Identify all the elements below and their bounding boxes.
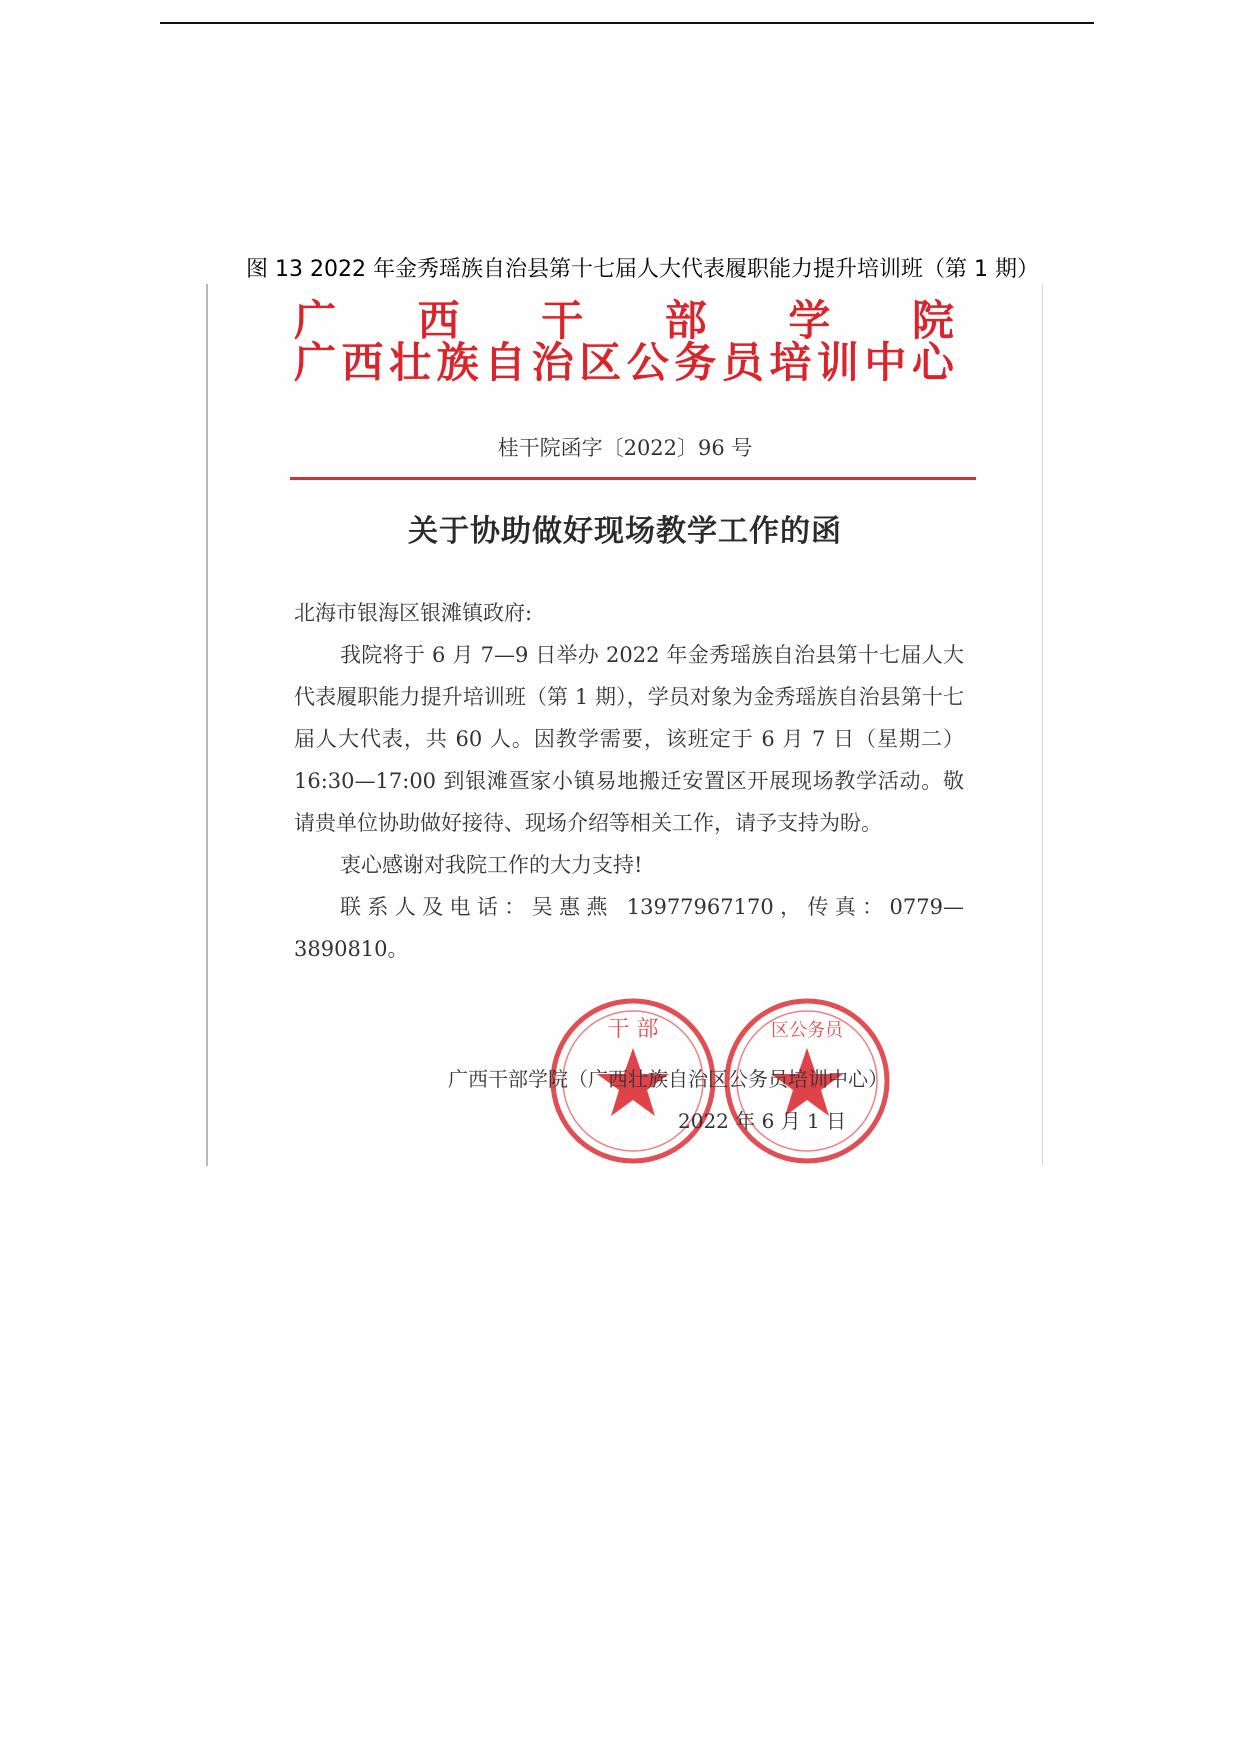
letterhead-char: 族 — [436, 338, 479, 387]
scanned-letter — [206, 284, 1043, 1166]
letterhead-line-2 — [294, 340, 954, 386]
letterhead-char: 广 — [294, 296, 337, 345]
body-paragraph: 我院将于 6 月 7—9 日举办 2022 年金秀瑶族自治县第十七届人大代表履职能力提升培训班（第 1 期），学员对象为金秀瑶族自治县第十七届人大代表，共 60 人。因教学需要，该班定于 6 月 7 日（星期二）16:30—17:00 到银滩疍家小镇易地搬迁安置区开展现场教学活动。敬请贵单位协助做好接待、现场介绍等相关工作，请予支持为盼。 — [294, 643, 964, 835]
letterhead-char: 广 — [294, 338, 337, 387]
signature-organization: 广西干部学院（广西壮族自治区公务员培训中心） — [448, 1067, 888, 1091]
letterhead-char: 治 — [531, 338, 574, 387]
letterhead-char: 西 — [417, 296, 460, 345]
letterhead-char: 部 — [664, 296, 707, 345]
red-divider — [290, 477, 976, 480]
letter-title: 关于协助做好现场教学工作的函 — [408, 514, 842, 549]
body-paragraph: 联系人及电话：吴惠燕 13977967170，传真：0779—3890810。 — [294, 895, 964, 961]
letterhead-char: 区 — [579, 338, 622, 387]
letterhead-char: 院 — [911, 296, 954, 345]
letterhead-char: 干 — [541, 296, 584, 345]
figure-caption: 图 13 2022 年金秀瑶族自治县第十七届人大代表履职能力提升培训班（第 1 期） — [246, 257, 1039, 282]
signature-date: 2022 年 6 月 1 日 — [678, 1109, 847, 1133]
body-paragraph: 衷心感谢对我院工作的大力支持! — [340, 853, 643, 877]
letterhead-char: 员 — [721, 338, 764, 387]
salutation: 北海市银海区银滩镇政府: — [294, 601, 533, 625]
letterhead-char: 壮 — [389, 338, 432, 387]
letterhead-char: 中 — [864, 338, 907, 387]
signature-block — [448, 1058, 1048, 1142]
letterhead-char: 培 — [769, 338, 812, 387]
letter-body — [294, 592, 964, 970]
letterhead-char: 自 — [484, 338, 527, 387]
letterhead-char: 心 — [911, 338, 954, 387]
letterhead-char: 西 — [341, 338, 384, 387]
letterhead-char: 训 — [816, 338, 859, 387]
letterhead-char: 学 — [788, 296, 831, 345]
header-rule — [160, 22, 1094, 24]
svg-text:区公务员: 区公务员 — [771, 1020, 843, 1041]
document-number: 桂干院函字〔2022〕96 号 — [497, 436, 753, 460]
svg-text:干 部: 干 部 — [607, 1017, 659, 1042]
letterhead-char: 务 — [674, 338, 717, 387]
letterhead-char: 公 — [626, 338, 669, 387]
